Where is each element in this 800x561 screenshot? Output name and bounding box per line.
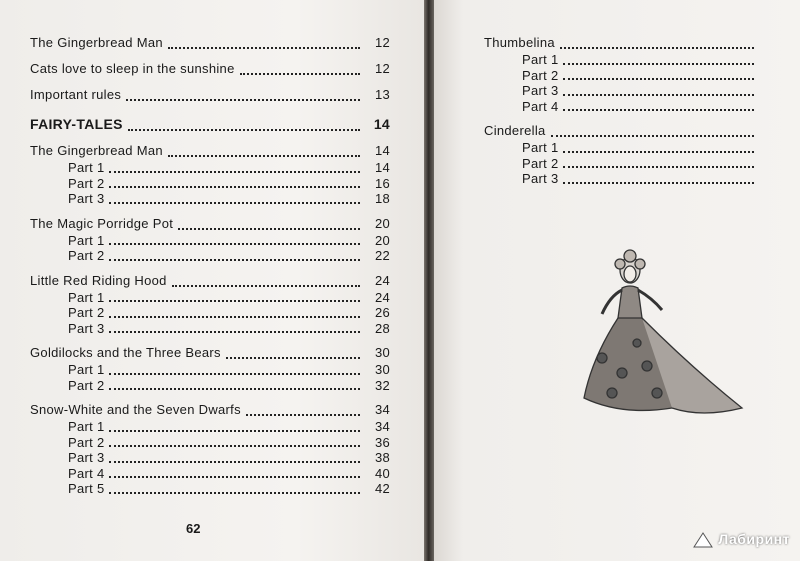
- toc-entry-label: Part 4: [522, 98, 559, 114]
- toc-leader-dots: [172, 285, 360, 287]
- toc-leader-dots: [109, 492, 360, 494]
- toc-leader-dots: [109, 316, 360, 318]
- toc-entry-label: Part 1: [68, 362, 105, 377]
- toc-entry: [30, 450, 390, 466]
- toc-entry-label: Part 1: [68, 289, 105, 305]
- toc-entry-page: 30: [374, 362, 390, 377]
- toc-entry: [30, 272, 390, 290]
- right-page: [434, 0, 800, 561]
- toc-entry: [30, 401, 390, 419]
- toc-entry-label: Part 2: [68, 434, 105, 450]
- toc-entry-label: Part 2: [68, 377, 105, 393]
- toc-leader-dots: [109, 430, 360, 432]
- toc-entry: [484, 156, 784, 172]
- toc-entry-page: 18: [374, 191, 390, 206]
- table-of-contents-right: [484, 34, 784, 187]
- toc-entry-label: Part 2: [522, 67, 559, 83]
- toc-entry: [30, 248, 390, 264]
- book-gutter: [424, 0, 434, 561]
- toc-leader-dots: [563, 63, 754, 65]
- toc-entry-page: 38: [374, 450, 390, 465]
- toc-entry-page: 40: [374, 465, 390, 481]
- toc-leader-dots: [560, 47, 754, 49]
- toc-entry-page: 20: [374, 232, 390, 248]
- toc-leader-dots: [168, 155, 360, 157]
- table-of-contents-left: [30, 34, 390, 497]
- toc-entry-label: Snow-White and the Seven Dwarfs: [30, 402, 241, 417]
- toc-leader-dots: [226, 357, 360, 359]
- toc-entry: [30, 233, 390, 249]
- toc-entry-page: 34: [374, 419, 390, 434]
- toc-entry-label: Part 3: [522, 83, 559, 98]
- toc-entry: [484, 68, 784, 84]
- toc-entry-label: Part 5: [68, 481, 105, 496]
- toc-leader-dots: [563, 151, 754, 153]
- toc-leader-dots: [109, 331, 360, 333]
- toc-entry: [30, 176, 390, 192]
- toc-leader-dots: [109, 171, 360, 173]
- toc-leader-dots: [168, 47, 360, 49]
- toc-entry-label: Part 3: [68, 191, 105, 206]
- toc-entry: [30, 142, 390, 160]
- toc-entry-label: The Gingerbread Man: [30, 35, 163, 50]
- toc-entry-label: Little Red Riding Hood: [30, 272, 167, 288]
- toc-entry-label: Part 2: [68, 305, 105, 320]
- toc-entry-page: 20: [374, 215, 390, 231]
- toc-entry: [484, 34, 784, 52]
- toc-entry: [30, 34, 390, 52]
- toc-entry-page: 22: [374, 248, 390, 263]
- toc-leader-dots: [109, 373, 360, 375]
- toc-entry-label: Part 1: [522, 140, 559, 155]
- toc-entry-label: Part 3: [68, 320, 105, 336]
- toc-entry: [30, 114, 390, 134]
- toc-entry-page: 14: [374, 160, 390, 175]
- toc-entry-label: Part 2: [68, 248, 105, 263]
- toc-entry-label: FAIRY-TALES: [30, 116, 123, 132]
- toc-entry-label: Part 2: [68, 175, 105, 191]
- toc-leader-dots: [109, 243, 360, 245]
- toc-entry: [30, 160, 390, 176]
- toc-entry-label: Important rules: [30, 87, 122, 102]
- toc-leader-dots: [240, 73, 360, 75]
- toc-entry-page: 28: [374, 320, 390, 336]
- toc-entry-label: Part 3: [68, 450, 105, 465]
- toc-entry-page: 34: [374, 402, 390, 417]
- toc-entry: [30, 86, 390, 104]
- princess-illustration: [562, 248, 762, 428]
- toc-entry-label: Cats love to sleep in the sunshine: [30, 61, 235, 76]
- toc-entry: [484, 171, 784, 187]
- labirint-text: Лабиринт: [718, 530, 790, 547]
- toc-entry-label: Part 1: [68, 160, 105, 175]
- toc-leader-dots: [109, 300, 360, 302]
- toc-leader-dots: [563, 78, 754, 80]
- toc-entry: [30, 481, 390, 497]
- toc-leader-dots: [551, 135, 754, 137]
- toc-entry-label: Part 4: [68, 465, 105, 481]
- toc-entry-page: 12: [374, 61, 390, 76]
- toc-entry: [484, 140, 784, 156]
- labirint-logo: [692, 531, 790, 549]
- toc-entry-page: 12: [374, 35, 390, 50]
- toc-leader-dots: [109, 259, 360, 261]
- toc-leader-dots: [109, 445, 360, 447]
- toc-leader-dots: [563, 109, 754, 111]
- toc-entry-label: The Magic Porridge Pot: [30, 215, 174, 231]
- page-number: 62: [186, 521, 201, 536]
- toc-entry-label: Part 1: [68, 232, 105, 248]
- toc-entry: [30, 321, 390, 337]
- toc-entry: [484, 122, 784, 140]
- toc-entry: [30, 344, 390, 362]
- toc-entry-label: Goldilocks and the Three Bears: [30, 345, 221, 360]
- toc-entry-label: Part 3: [522, 171, 559, 186]
- toc-entry-page: 30: [374, 345, 390, 360]
- toc-leader-dots: [563, 166, 754, 168]
- toc-entry-page: 14: [374, 143, 390, 158]
- toc-entry: [30, 435, 390, 451]
- toc-entry-page: 14: [373, 116, 390, 132]
- toc-leader-dots: [563, 94, 754, 96]
- toc-entry: [30, 362, 390, 378]
- toc-entry: [30, 215, 390, 233]
- toc-entry: [30, 60, 390, 78]
- toc-entry: [30, 378, 390, 394]
- toc-leader-dots: [109, 202, 360, 204]
- toc-leader-dots: [109, 186, 360, 188]
- toc-entry: [30, 290, 390, 306]
- toc-entry: [484, 99, 784, 115]
- toc-leader-dots: [109, 476, 360, 478]
- toc-entry-page: 24: [374, 272, 390, 288]
- toc-entry-label: The Gingerbread Man: [30, 143, 163, 158]
- toc-leader-dots: [178, 228, 360, 230]
- toc-leader-dots: [109, 388, 360, 390]
- toc-leader-dots: [563, 182, 754, 184]
- labirint-icon: [692, 531, 714, 549]
- toc-entry-label: Part 1: [68, 419, 105, 434]
- toc-entry-page: 24: [374, 289, 390, 305]
- toc-entry-label: Part 1: [522, 52, 559, 67]
- toc-entry-page: 36: [374, 434, 390, 450]
- toc-entry-label: Part 2: [522, 155, 559, 171]
- toc-entry-label: Cinderella: [484, 123, 546, 138]
- toc-leader-dots: [126, 99, 360, 101]
- toc-leader-dots: [246, 414, 360, 416]
- toc-leader-dots: [109, 461, 360, 463]
- toc-entry-page: 32: [374, 377, 390, 393]
- toc-entry: [30, 305, 390, 321]
- toc-leader-dots: [128, 129, 360, 131]
- toc-entry: [484, 52, 784, 68]
- toc-entry: [30, 191, 390, 207]
- toc-entry: [30, 419, 390, 435]
- toc-entry-label: Thumbelina: [484, 35, 555, 50]
- toc-entry-page: 42: [374, 481, 390, 496]
- toc-entry: [484, 83, 784, 99]
- toc-entry: [30, 466, 390, 482]
- toc-entry-page: 16: [374, 175, 390, 191]
- toc-entry-page: 26: [374, 305, 390, 320]
- toc-entry-page: 13: [374, 87, 390, 102]
